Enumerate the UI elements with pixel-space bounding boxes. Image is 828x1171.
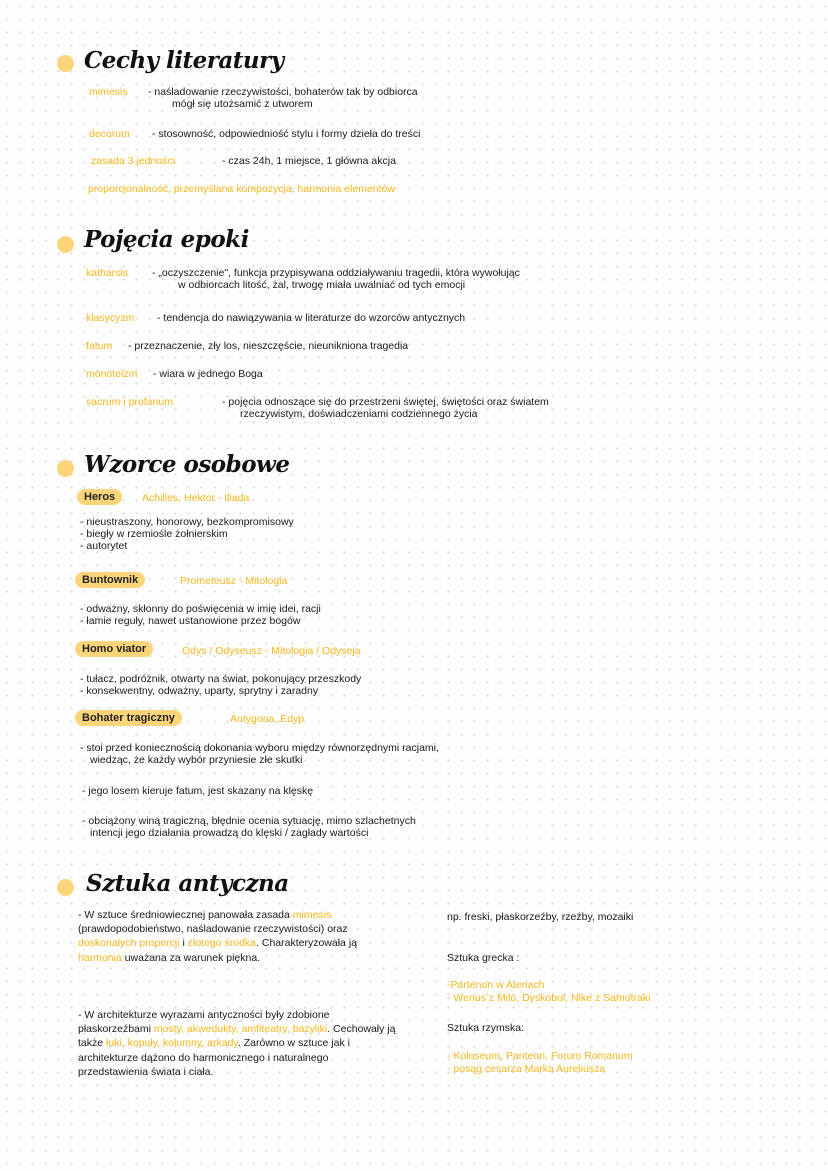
homo-bullet: - tułacz, podróżnik, otwarty na świat, pokonujący przeszkody [80,673,362,685]
section-title-sztuka: Sztuka antyczna [86,870,289,897]
text: uważana za warunek piękna. [121,951,261,964]
bohater-bullet: - obciążony winą tragiczną, błędnie ocenia sytuację, mimo szlachetnych [82,815,416,827]
term-katharsis: katharsis [86,267,129,279]
term-mimesis: mimesis [89,86,128,98]
heros-examples: Achilles, Hektor - Iliada [142,492,250,504]
greek-art-item: -Partenon w Atenach [447,979,545,991]
def-zasada: - czas 24h, 1 miejsce, 1 główna akcja [222,155,396,167]
text: (prawdopodobieństwo, naśladowanie rzeczywistości) oraz [78,923,348,936]
term-monoteizm: monoteizm [86,368,138,380]
bohater-bullet: - stoi przed koniecznością dokonania wyboru między równorzędnymi racjami, [80,742,439,754]
highlight-text: harmonia [78,951,122,964]
sztuka-paragraph-2 [78,1008,398,1079]
highlight-text: łuki, kopuły, kolumny, arkady [106,1037,238,1050]
sztuka-paragraph-1 [78,908,378,965]
text: . Zarówno w sztuce jak i architekturze dążono do harmonicznego i naturalnego przedstawienia świata i ciała. [78,1037,350,1078]
highlight-text: mosty, akwedukty, amfiteatry, bazyliki [153,1023,328,1036]
def-decorum: - stosowność, odpowiedniość stylu i formy dzieła do treści [152,128,421,140]
roman-art-title: Sztuka rzymska: [447,1022,525,1034]
def-sacrum-2: rzeczywistym, doświadczeniami codziennego życia [240,408,478,420]
highlight-text: złotego środka [187,937,257,950]
badge-bohater-tragiczny: Bohater tragiczny [75,710,182,726]
section-title-cechy: Cechy literatury [84,47,284,74]
text: - W architekturze wyrazami antyczności były zdobione płaskorzeźbami [78,1009,330,1036]
art-examples: np. freski, płaskorzeźby, rzeźby, mozaiki [447,911,634,923]
badge-buntownik: Buntownik [75,572,145,588]
text: - W sztuce średniowiecznej panowała zasada [78,909,293,921]
bullet-dot-icon [57,236,74,253]
def-sacrum: - pojęcia odnoszące się do przestrzeni świętej, świętości oraz światem [222,396,549,408]
bohater-examples: Antygona, Edyp [230,713,305,725]
badge-heros: Heros [77,489,122,505]
highlight-text: mimesis [292,909,332,921]
section-title-wzorce: Wzorce osobowe [84,451,290,478]
buntownik-bullet: - łamie reguły, nawet ustanowione przez bogów [80,615,301,627]
term-zasada: zasada 3 jedności [91,155,176,167]
def-katharsis-2: w odbiorcach litość, żal, trwogę miała uwalniać od tych emocji [178,279,466,291]
text: . Charakteryzowała ją [256,937,357,950]
roman-art-item: - Koloseum, Panteon, Forum Romanum [447,1050,633,1062]
buntownik-bullet: - odważny, skłonny do poświęcenia w imię idei, racji [80,603,321,615]
term-sacrum: sacrum i profanum [86,396,173,408]
roman-art-item: - posąg cesarza Marka Aureliusza [447,1063,606,1075]
def-fatum: - przeznaczenie, zły los, nieszczęście, nieunikniona tragedia [128,340,409,352]
bohater-bullet: - jego losem kieruje fatum, jest skazany na klęskę [82,785,314,797]
buntownik-examples: Prometeusz - Mitologia [180,575,288,587]
def-monoteizm: - wiara w jednego Boga [153,368,263,380]
term-klasycyzm: klasycyzm [86,312,135,324]
bohater-bullet: intencji jego działania prowadzą do klęski / zagłady wartości [90,827,369,839]
def-katharsis: - „oczyszczenie", funkcja przypisywana oddziaływaniu tragedii, która wywołując [152,267,520,279]
section-title-pojecia: Pojęcia epoki [84,226,249,253]
bullet-dot-icon [57,460,74,477]
greek-art-title: Sztuka grecka : [447,952,520,964]
greek-art-item: - Wenus z Milo, Dyskobol, Nike z Samotraki [447,992,651,1004]
term-fatum: fatum [86,340,113,352]
bullet-dot-icon [57,879,74,896]
text: i [179,937,188,950]
heros-bullet: - autorytet [80,540,128,552]
term-decorum: decorum [89,128,130,140]
def-klasycyzm: - tendencja do nawiązywania w literaturze do wzorców antycznych [157,312,466,324]
badge-homo-viator: Homo viator [75,641,153,657]
proporcje-text: proporcjonalność, przemyślana kompozycja, harmonia elementów [88,183,395,195]
homo-examples: Odys / Odyseusz - Mitologia / Odyseja [182,645,361,657]
heros-bullet: - biegły w rzemiośle żołnierskim [80,528,228,540]
heros-bullet: - nieustraszony, honorowy, bezkompromisowy [80,516,294,528]
highlight-text: doskonałych proporcji [78,937,180,950]
text: . Cechowały ją także [78,1023,396,1050]
def-mimesis: - naśladowanie rzeczywistości, bohaterów tak by odbiorca [148,86,418,98]
bohater-bullet: wiedząc, że każdy wybór przyniesie złe skutki [90,754,303,766]
def-mimesis-2: mógł się utożsamić z utworem [172,98,313,110]
bullet-dot-icon [57,55,74,72]
homo-bullet: - konsekwentny, odważny, uparty, sprytny i zaradny [80,685,319,697]
